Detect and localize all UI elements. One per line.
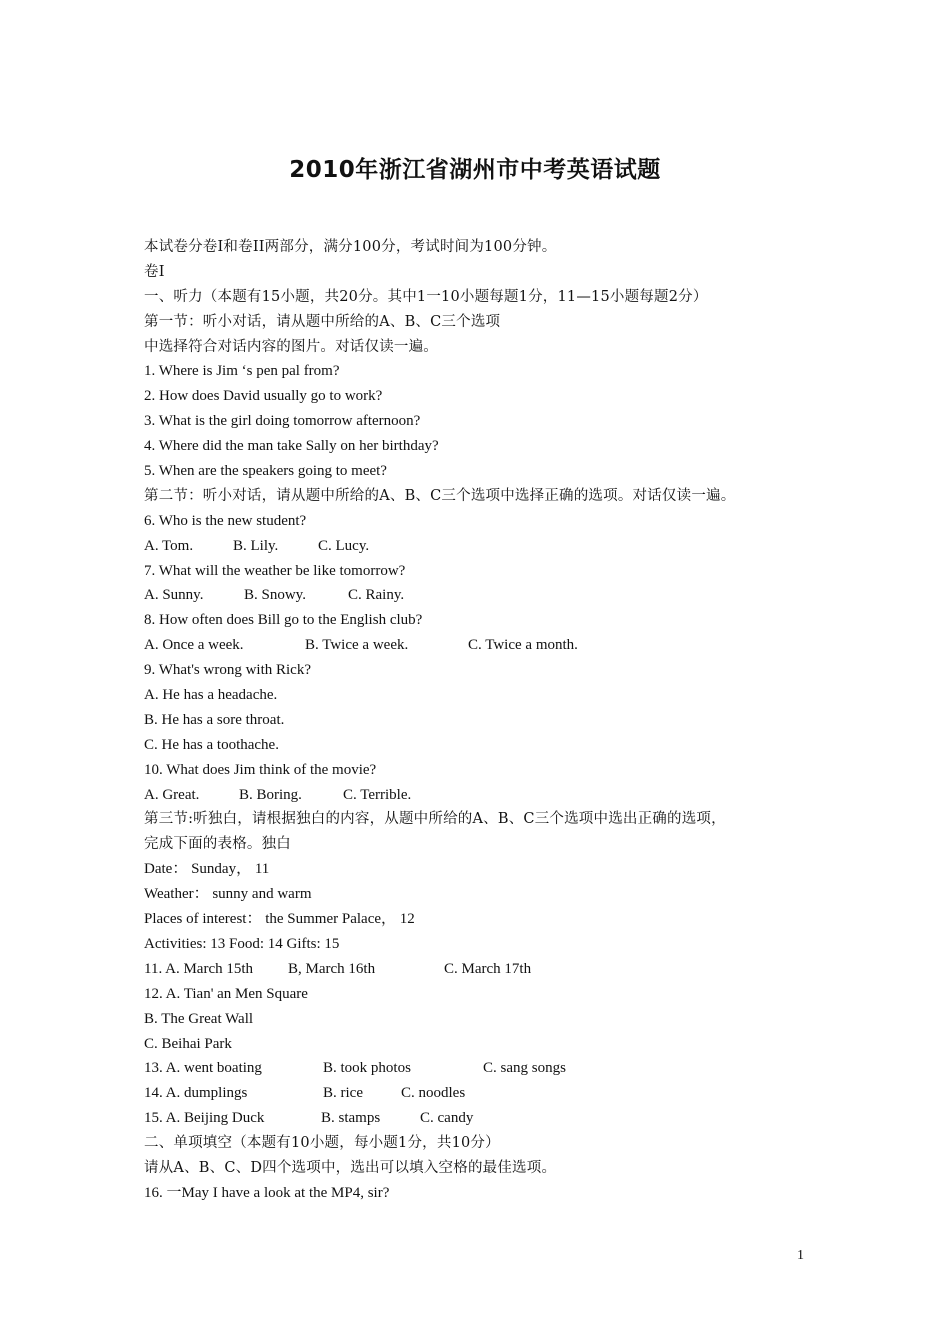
page-number: 1 — [797, 1248, 804, 1263]
option: B. took photos — [323, 1060, 411, 1077]
table-line-date: Date： Sunday， 11 — [144, 861, 270, 878]
section-instruction: 请从A、B、C、D四个选项中，选出可以填入空格的最佳选项。 — [144, 1159, 557, 1176]
section-heading: 一、听力（本题有15小题，共20分。其中1一10小题每题1分，11—15小题每题2分） — [144, 288, 708, 305]
question: 4. Where did the man take Sally on her birthday? — [144, 438, 439, 455]
option: A. Once a week. — [144, 637, 244, 654]
option: A. Sunny. — [144, 587, 204, 604]
option: B. The Great Wall — [144, 1010, 254, 1027]
intro-text: 本试卷分卷I和卷II两部分，满分100分，考试时间为100分钟。 — [144, 239, 557, 255]
document-body — [144, 235, 824, 1206]
options-row — [144, 957, 824, 982]
question: 3. What is the girl doing tomorrow afternoon? — [144, 413, 421, 430]
option: B. rice — [323, 1085, 363, 1102]
option: C. Beihai Park — [144, 1035, 232, 1052]
option: 11. A. March 15th — [144, 960, 254, 977]
option: 15. A. Beijing Duck — [144, 1110, 265, 1127]
options-row — [144, 1081, 824, 1106]
question: 2. How does David usually go to work? — [144, 388, 383, 405]
question: 6. Who is the new student? — [144, 512, 307, 529]
options-row — [144, 783, 824, 808]
question: 1. Where is Jim ‘s pen pal from? — [144, 363, 340, 380]
part-instruction: 第三节:听独白，请根据独白的内容，从题中所给的A、B、C三个选项中选出正确的选项， — [144, 811, 726, 828]
option: 12. A. Tian' an Men Square — [144, 985, 308, 1002]
option: C. Terrible. — [343, 786, 412, 803]
section-heading: 二、单项填空（本题有10小题，每小题1分，共10分） — [144, 1135, 500, 1152]
volume-label: 卷I — [144, 263, 165, 280]
table-line-weather: Weather： sunny and warm — [144, 886, 312, 903]
options-row — [144, 534, 824, 559]
option: C. Rainy. — [348, 587, 405, 604]
question: 5. When are the speakers going to meet? — [144, 463, 387, 480]
page-title: 2010年浙江省湖州市中考英语试题 — [289, 157, 661, 183]
question: 10. What does Jim think of the movie? — [144, 761, 377, 778]
option: A. He has a headache. — [144, 687, 278, 704]
options-row — [144, 633, 824, 658]
option: C. Twice a month. — [468, 637, 578, 654]
option: C. candy — [420, 1110, 474, 1127]
table-line-places: Places of interest： the Summer Palace， 12 — [144, 911, 415, 928]
part-instruction: 第一节：听小对话，请从题中所给的A、B、C三个选项 — [144, 313, 501, 330]
options-row — [144, 1056, 824, 1081]
option: C. March 17th — [444, 960, 532, 977]
part-instruction: 第二节：听小对话，请从题中所给的A、B、C三个选项中选择正确的选项。对话仅读一遍。 — [144, 487, 736, 504]
question: 9. What's wrong with Rick? — [144, 662, 311, 679]
option: C. sang songs — [483, 1060, 566, 1077]
option: B. stamps — [321, 1110, 381, 1127]
part-instruction: 中选择符合对话内容的图片。对话仅读一遍。 — [144, 338, 438, 355]
option: B. Boring. — [239, 786, 302, 803]
option: A. Great. — [144, 786, 200, 803]
options-row — [144, 1106, 824, 1131]
part-instruction: 完成下面的表格。独白 — [144, 836, 291, 853]
option: 13. A. went boating — [144, 1060, 262, 1077]
question: 7. What will the weather be like tomorrow? — [144, 562, 406, 579]
option: B. Twice a week. — [305, 637, 409, 654]
option: A. Tom. — [144, 537, 194, 554]
option: B, March 16th — [288, 960, 376, 977]
option: C. noodles — [401, 1085, 466, 1102]
options-row — [144, 583, 824, 608]
option: B. Snowy. — [244, 587, 306, 604]
question: 8. How often does Bill go to the English club? — [144, 612, 423, 629]
question: 16. 一May I have a look at the MP4, sir? — [144, 1184, 390, 1201]
option: C. He has a toothache. — [144, 736, 279, 753]
option: B. Lily. — [233, 537, 279, 554]
option: C. Lucy. — [318, 537, 370, 554]
option: 14. A. dumplings — [144, 1085, 248, 1102]
option: B. He has a sore throat. — [144, 711, 285, 728]
table-line-activities: Activities: 13 Food: 14 Gifts: 15 — [144, 935, 340, 952]
